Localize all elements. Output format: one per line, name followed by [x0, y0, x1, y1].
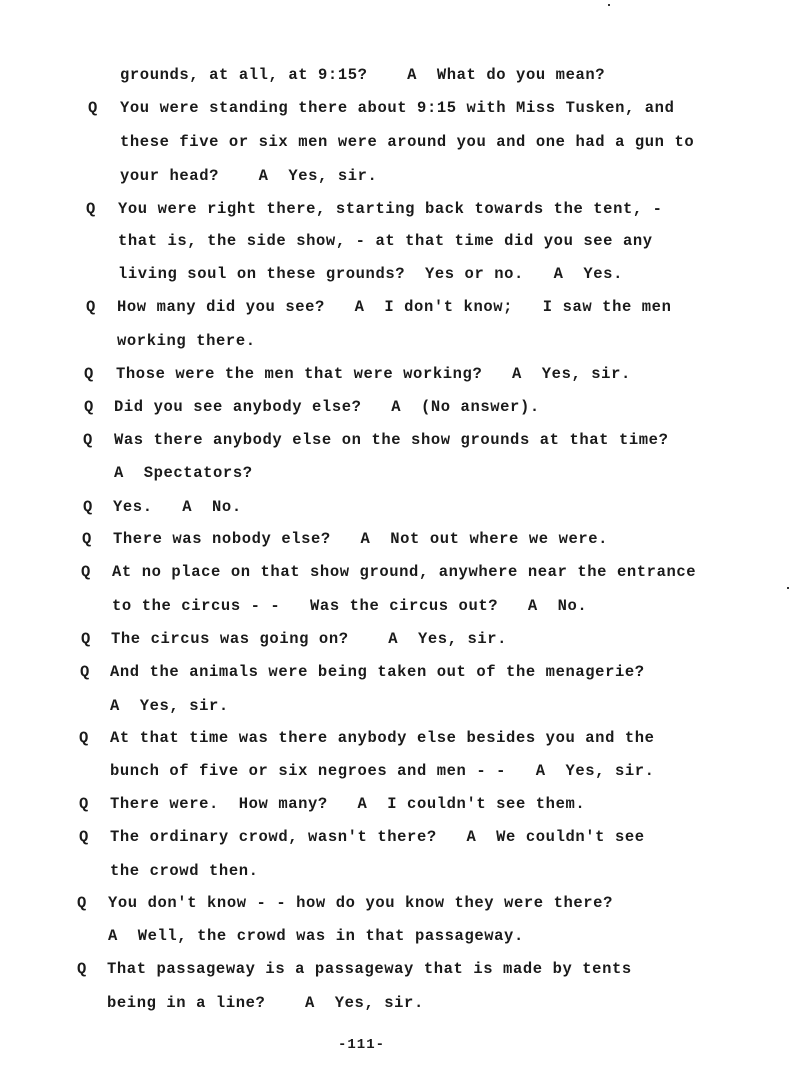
transcript-line: You were standing there about 9:15 with Miss Tusken, and	[120, 99, 675, 117]
transcript-line: At no place on that show ground, anywhere near the entrance	[112, 563, 697, 581]
question-marker: Q	[83, 431, 93, 449]
question-marker: Q	[84, 365, 94, 383]
transcript-line: The ordinary crowd, wasn't there? A We couldn't see	[110, 828, 645, 846]
transcript-line: living soul on these grounds? Yes or no. A Yes.	[118, 265, 623, 283]
question-marker: Q	[88, 99, 98, 117]
transcript-line: How many did you see? A I don't know; I saw the men	[117, 298, 672, 316]
question-marker: Q	[81, 563, 91, 581]
scan-speck	[787, 587, 789, 589]
transcript-line: A Spectators?	[114, 464, 253, 482]
transcript-line: You don't know - - how do you know they were there?	[108, 894, 613, 912]
question-marker: Q	[79, 729, 89, 747]
transcript-line: to the circus - - Was the circus out? A No.	[112, 597, 588, 615]
transcript-line: There were. How many? A I couldn't see them.	[110, 795, 586, 813]
question-marker: Q	[81, 630, 91, 648]
question-marker: Q	[86, 298, 96, 316]
transcript-line: At that time was there anybody else besides you and the	[110, 729, 655, 747]
transcript-line: That passageway is a passageway that is made by tents	[107, 960, 632, 978]
transcript-line: working there.	[117, 332, 256, 350]
transcript-line: the crowd then.	[110, 862, 259, 880]
transcript-line: these five or six men were around you and one had a gun to	[120, 133, 695, 151]
question-marker: Q	[80, 663, 90, 681]
scan-speck	[608, 4, 610, 6]
question-marker: Q	[82, 530, 92, 548]
transcript-line: And the animals were being taken out of the menagerie?	[110, 663, 645, 681]
transcript-line: Yes. A No.	[113, 498, 242, 516]
question-marker: Q	[84, 398, 94, 416]
question-marker: Q	[79, 828, 89, 846]
transcript-line: You were right there, starting back towards the tent, -	[118, 200, 663, 218]
transcript-line: A Well, the crowd was in that passageway.	[108, 927, 524, 945]
transcript-line: grounds, at all, at 9:15? A What do you mean?	[120, 66, 606, 84]
transcript-line: being in a line? A Yes, sir.	[107, 994, 424, 1012]
page-number: -111-	[338, 1037, 386, 1053]
question-marker: Q	[83, 498, 93, 516]
question-marker: Q	[86, 200, 96, 218]
transcript-line: Did you see anybody else? A (No answer).	[114, 398, 540, 416]
transcript-line: Those were the men that were working? A Yes, sir.	[116, 365, 631, 383]
question-marker: Q	[77, 894, 87, 912]
transcript-line: your head? A Yes, sir.	[120, 167, 378, 185]
question-marker: Q	[77, 960, 87, 978]
transcript-line: that is, the side show, - at that time did you see any	[118, 232, 653, 250]
transcript-line: There was nobody else? A Not out where we were.	[113, 530, 609, 548]
transcript-line: A Yes, sir.	[110, 697, 229, 715]
transcript-line: Was there anybody else on the show grounds at that time?	[114, 431, 669, 449]
transcript-line: bunch of five or six negroes and men - - A Yes, sir.	[110, 762, 655, 780]
transcript-line: The circus was going on? A Yes, sir.	[111, 630, 508, 648]
question-marker: Q	[79, 795, 89, 813]
